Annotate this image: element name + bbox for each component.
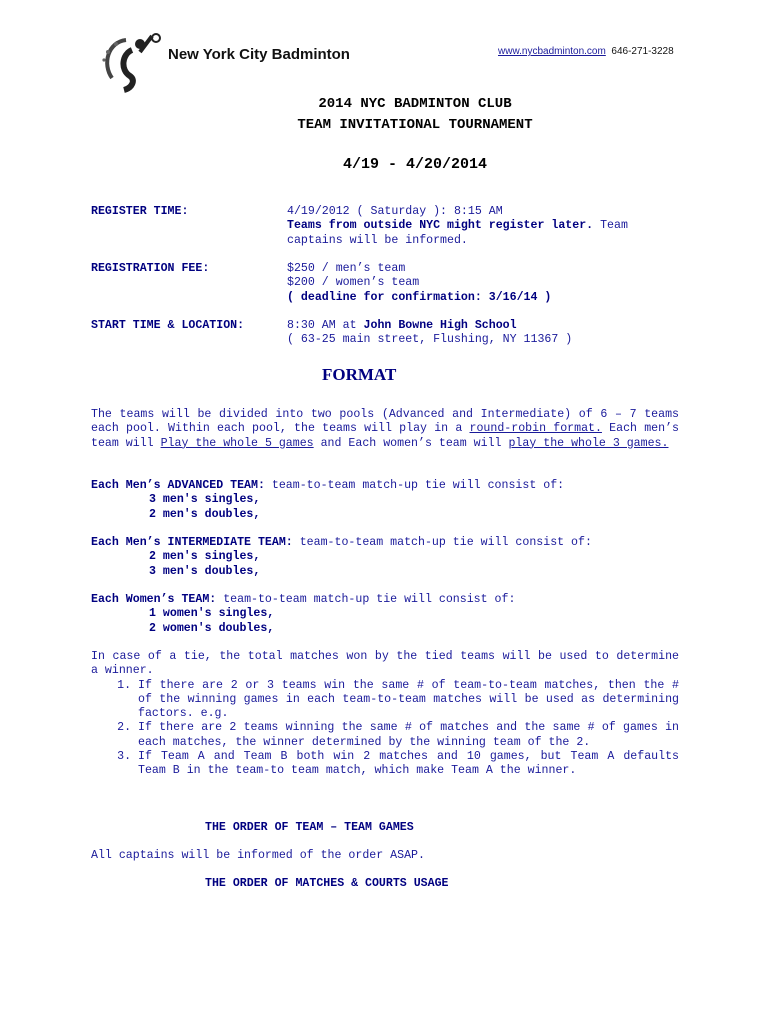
register-note-a: Team xyxy=(593,219,628,233)
intro-text-c: and Each women’s team will xyxy=(313,436,509,450)
group-advanced-item: 2 men's doubles, xyxy=(149,507,261,521)
fee-womens: $200 / women’s team xyxy=(287,276,420,290)
mens-games-note: Play the whole 5 games xyxy=(160,436,314,450)
start-time: 8:30 AM at xyxy=(287,319,364,332)
start-label: START TIME & LOCATION: xyxy=(91,319,245,332)
group-women xyxy=(91,593,679,636)
intro-text-b: Each men’s team will xyxy=(91,422,679,450)
group-women-label: Each Women’s TEAM: xyxy=(91,593,217,606)
tie-section xyxy=(91,650,679,779)
group-women-item: 1 women's singles, xyxy=(149,607,275,621)
tie-rules-list xyxy=(91,679,679,779)
group-intermediate-item: 2 men's singles, xyxy=(149,550,261,564)
order-team-heading: THE ORDER OF TEAM – TEAM GAMES xyxy=(205,821,414,834)
group-advanced-item: 3 men's singles, xyxy=(149,493,261,507)
badminton-logo-icon xyxy=(96,30,166,100)
order-note: All captains will be informed of the order ASAP. xyxy=(91,849,425,862)
group-women-item: 2 women's doubles, xyxy=(149,621,275,635)
fee-mens: $250 / men’s team xyxy=(287,262,406,275)
group-advanced-label: Each Men’s ADVANCED TEAM: xyxy=(91,479,265,492)
tie-rule: 1. If there are 2 or 3 teams win the same # of team-to-team matches, then the # of the winning games in each team-to-team matches will be used as determining factors. e.g. xyxy=(138,679,679,722)
group-intermediate xyxy=(91,536,679,579)
register-value xyxy=(287,205,687,248)
start-address: ( 63-25 main street, Flushing, NY 11367 ) xyxy=(287,333,573,347)
round-robin-link[interactable]: round-robin format. xyxy=(469,422,602,436)
contact-info xyxy=(498,46,674,57)
tournament-dates: 4/19 - 4/20/2014 xyxy=(342,156,488,173)
brand-name: New York City Badminton xyxy=(168,46,350,63)
group-advanced-text: team-to-team match-up tie will consist of: xyxy=(264,479,565,492)
start-value xyxy=(287,319,687,348)
tie-rule: 2. If there are 2 teams winning the same # of matches and the same # of games in each matches, the winner determined by the winning team of the 2. xyxy=(138,721,679,750)
fee-value xyxy=(287,262,687,305)
group-intermediate-text: team-to-team match-up tie will consist of: xyxy=(292,536,592,549)
register-label: REGISTER TIME: xyxy=(91,205,189,218)
start-school: John Bowne High School xyxy=(363,319,517,332)
intro-text-a: The teams will be divided into two pools (Advanced and Intermediate) of 6 – 7 teams each pool. Within each pool, the teams will play in a xyxy=(91,408,679,436)
group-women-text: team-to-team match-up tie will consist of: xyxy=(216,593,516,606)
register-note-bold: Teams from outside NYC might register later. xyxy=(287,219,594,233)
phone-number: 646-271-3228 xyxy=(611,46,674,57)
group-advanced xyxy=(91,479,679,522)
tie-rule: 3. If Team A and Team B both win 2 matches and 10 games, but Team A defaults Team B in the team-to team match, which make Team A the winner. xyxy=(138,750,679,779)
fee-deadline: ( deadline for confirmation: 3/16/14 ) xyxy=(287,290,552,304)
fee-label: REGISTRATION FEE: xyxy=(91,262,210,275)
title-line1: 2014 NYC BADMINTON CLUB xyxy=(318,96,512,112)
tie-intro: In case of a tie, the total matches won by the tied teams will be used to determine a winner. xyxy=(91,650,679,678)
group-intermediate-item: 3 men's doubles, xyxy=(149,564,261,578)
group-intermediate-label: Each Men’s INTERMEDIATE TEAM: xyxy=(91,536,293,549)
order-matches-heading: THE ORDER OF MATCHES & COURTS USAGE xyxy=(205,877,449,890)
format-heading: FORMAT xyxy=(322,365,397,384)
title-line2: TEAM INVITATIONAL TOURNAMENT xyxy=(297,117,533,133)
register-time: 4/19/2012 ( Saturday ): 8:15 AM xyxy=(287,205,503,218)
womens-games-note: play the whole 3 games. xyxy=(508,436,669,450)
register-note-b: captains will be informed. xyxy=(287,233,468,247)
format-intro xyxy=(91,408,679,451)
website-link[interactable]: www.nycbadminton.com xyxy=(498,46,606,57)
